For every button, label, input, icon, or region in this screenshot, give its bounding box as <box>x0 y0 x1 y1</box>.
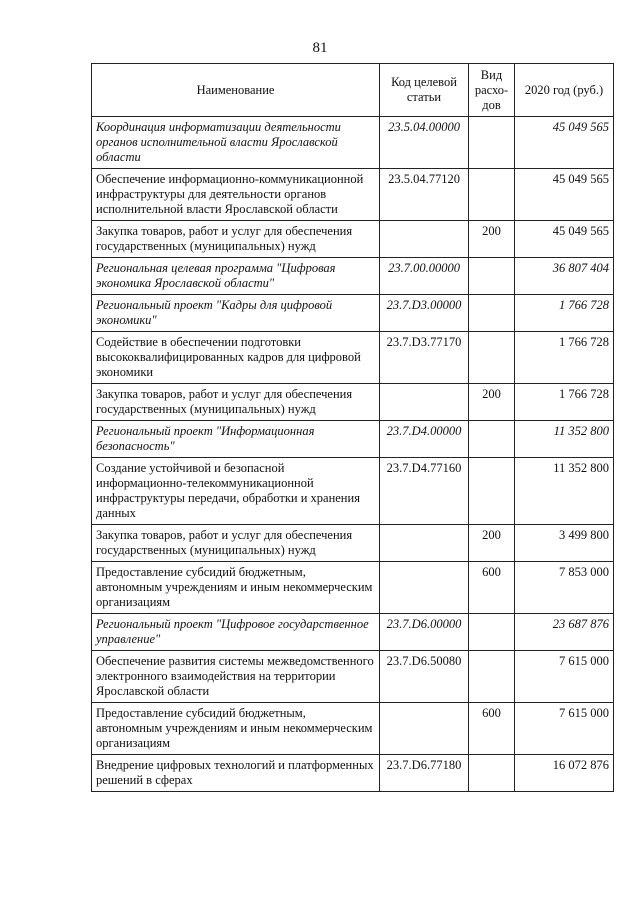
row-name: Предоставление субсидий бюджетным, автономным учреждениям и иным некоммерческим организациям <box>92 703 380 755</box>
row-expense-kind <box>469 258 515 295</box>
row-amount: 1 766 728 <box>515 332 614 384</box>
row-expense-kind <box>469 755 515 792</box>
row-expense-kind <box>469 614 515 651</box>
row-amount: 7 615 000 <box>515 651 614 703</box>
row-code <box>380 221 469 258</box>
row-amount: 11 352 800 <box>515 458 614 525</box>
row-expense-kind <box>469 117 515 169</box>
row-name: Региональный проект "Кадры для цифровой экономики" <box>92 295 380 332</box>
row-name: Содействие в обеспечении подготовки высококвалифицированных кадров для цифровой экономики <box>92 332 380 384</box>
row-expense-kind <box>469 651 515 703</box>
row-amount: 45 049 565 <box>515 221 614 258</box>
table-row <box>92 295 614 332</box>
row-expense-kind <box>469 169 515 221</box>
table-row <box>92 332 614 384</box>
row-expense-kind: 600 <box>469 703 515 755</box>
row-code: 23.7.D4.77160 <box>380 458 469 525</box>
row-code: 23.7.D3.00000 <box>380 295 469 332</box>
row-amount: 36 807 404 <box>515 258 614 295</box>
header-amount: 2020 год (руб.) <box>515 64 614 117</box>
table-row <box>92 562 614 614</box>
row-code: 23.5.04.00000 <box>380 117 469 169</box>
row-name: Обеспечение развития системы межведомственного электронного взаимодействия на территории Ярославской области <box>92 651 380 703</box>
row-name: Создание устойчивой и безопасной информационно-телекоммуникационной инфраструктуры передачи, обработки и хранения данных <box>92 458 380 525</box>
row-expense-kind <box>469 458 515 525</box>
row-expense-kind <box>469 332 515 384</box>
table-row <box>92 169 614 221</box>
row-amount: 16 072 876 <box>515 755 614 792</box>
table-row <box>92 703 614 755</box>
header-code: Код целевой статьи <box>380 64 469 117</box>
table-row <box>92 614 614 651</box>
table-row <box>92 651 614 703</box>
row-code: 23.7.00.00000 <box>380 258 469 295</box>
table-row <box>92 755 614 792</box>
row-name: Региональная целевая программа "Цифровая экономика Ярославской области" <box>92 258 380 295</box>
table-row <box>92 117 614 169</box>
page-number: 81 <box>312 40 328 56</box>
row-code: 23.7.D6.77180 <box>380 755 469 792</box>
header-name: Наименование <box>92 64 380 117</box>
row-name: Закупка товаров, работ и услуг для обеспечения государственных (муниципальных) нужд <box>92 221 380 258</box>
row-code: 23.7.D4.00000 <box>380 421 469 458</box>
row-amount: 1 766 728 <box>515 295 614 332</box>
row-code: 23.7.D6.00000 <box>380 614 469 651</box>
table-row <box>92 458 614 525</box>
row-name: Обеспечение информационно-коммуникационной инфраструктуры для деятельности органов исполнительной власти Ярославской области <box>92 169 380 221</box>
table-row <box>92 258 614 295</box>
row-code <box>380 562 469 614</box>
header-kind: Вид расхо-дов <box>469 64 515 117</box>
table-row <box>92 384 614 421</box>
row-name: Предоставление субсидий бюджетным, автономным учреждениям и иным некоммерческим организациям <box>92 562 380 614</box>
row-amount: 45 049 565 <box>515 117 614 169</box>
table-header-row <box>92 64 614 117</box>
row-expense-kind <box>469 421 515 458</box>
row-expense-kind <box>469 295 515 332</box>
table-row <box>92 421 614 458</box>
row-name: Закупка товаров, работ и услуг для обеспечения государственных (муниципальных) нужд <box>92 384 380 421</box>
row-expense-kind: 600 <box>469 562 515 614</box>
row-name: Региональный проект "Цифровое государственное управление" <box>92 614 380 651</box>
row-amount: 11 352 800 <box>515 421 614 458</box>
row-name: Региональный проект "Информационная безопасность" <box>92 421 380 458</box>
table-row <box>92 525 614 562</box>
row-amount: 45 049 565 <box>515 169 614 221</box>
row-name: Координация информатизации деятельности органов исполнительной власти Ярославской области <box>92 117 380 169</box>
row-name: Закупка товаров, работ и услуг для обеспечения государственных (муниципальных) нужд <box>92 525 380 562</box>
row-amount: 7 615 000 <box>515 703 614 755</box>
table-row <box>92 221 614 258</box>
row-amount: 23 687 876 <box>515 614 614 651</box>
row-code: 23.7.D3.77170 <box>380 332 469 384</box>
table-body <box>92 117 614 792</box>
row-code: 23.5.04.77120 <box>380 169 469 221</box>
row-amount: 7 853 000 <box>515 562 614 614</box>
row-amount: 1 766 728 <box>515 384 614 421</box>
row-code <box>380 384 469 421</box>
row-name: Внедрение цифровых технологий и платформенных решений в сферах <box>92 755 380 792</box>
row-code <box>380 525 469 562</box>
row-expense-kind: 200 <box>469 384 515 421</box>
row-expense-kind: 200 <box>469 525 515 562</box>
row-code: 23.7.D6.50080 <box>380 651 469 703</box>
row-expense-kind: 200 <box>469 221 515 258</box>
row-amount: 3 499 800 <box>515 525 614 562</box>
row-code <box>380 703 469 755</box>
budget-table <box>91 63 614 792</box>
